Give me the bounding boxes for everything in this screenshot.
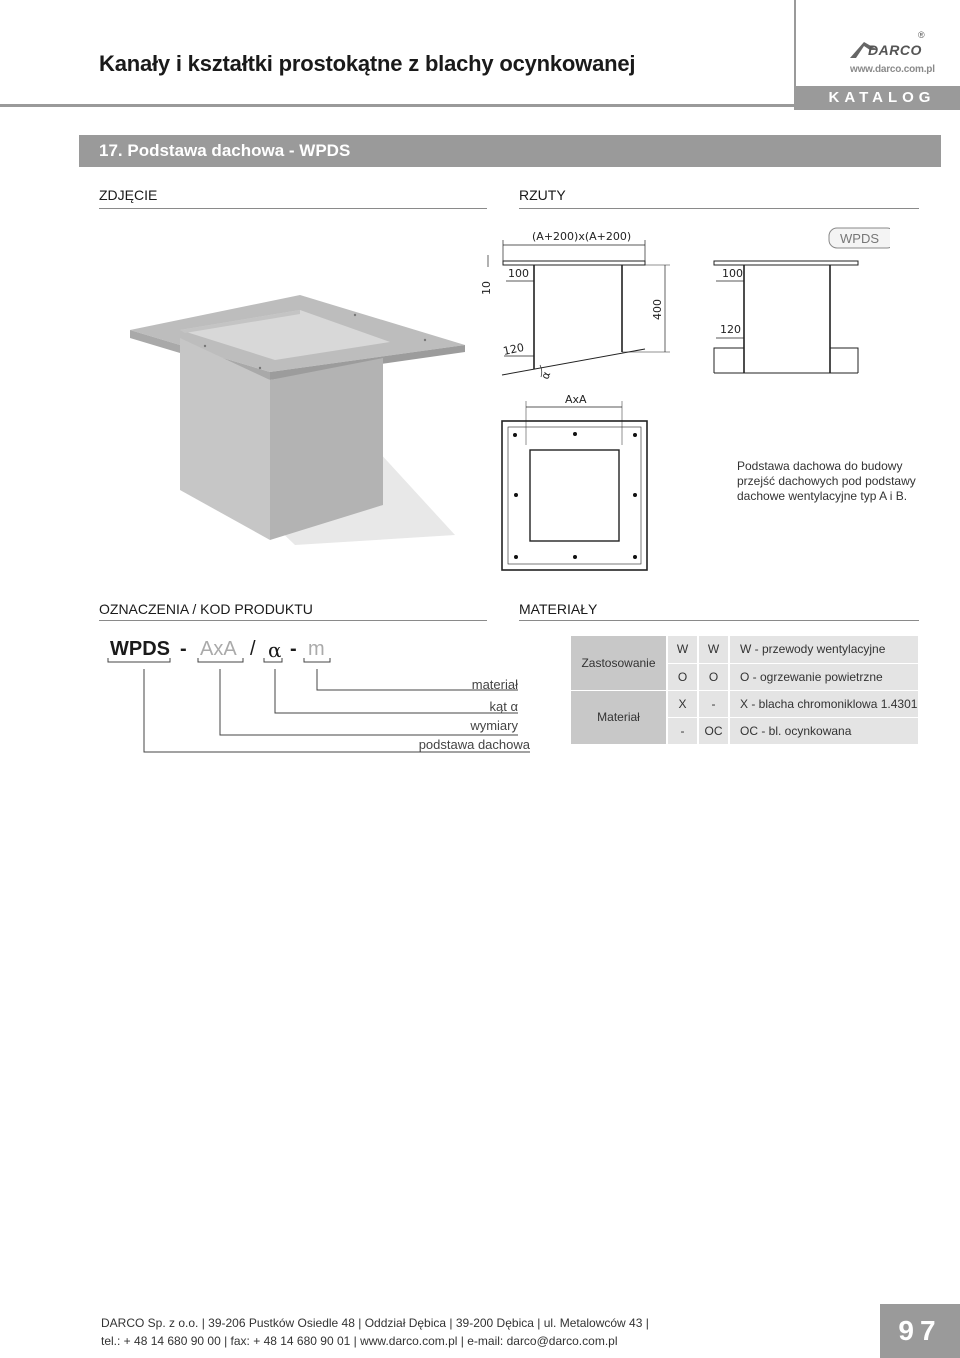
table-cell: -: [698, 690, 729, 717]
group-header-application: Zastosowanie: [571, 636, 667, 690]
table-cell: O - ogrzewanie powietrzne: [729, 663, 918, 690]
views-heading: RZUTY: [519, 187, 566, 203]
product-description: Podstawa dachowa do budowy przejść dachowych pod podstawy dachowe wentylacyjne typ A i B.: [737, 459, 916, 503]
label-angle: kąt α: [489, 699, 518, 714]
materials-table: [571, 636, 918, 745]
dim-100-right: 100: [722, 267, 743, 280]
code-sep-2: /: [250, 638, 256, 660]
label-base: podstawa dachowa: [418, 737, 530, 752]
table-cell: OC - bl. ocynkowana: [729, 717, 918, 744]
dim-alpha: α: [538, 369, 554, 382]
table-cell: X: [667, 690, 698, 717]
group-header-material: Materiał: [571, 690, 667, 744]
dim-120-right: 120: [720, 323, 741, 336]
code-sep-3: -: [290, 638, 297, 660]
materials-heading-rule: [519, 620, 919, 621]
header-rule: [0, 104, 796, 107]
photo-heading: ZDJĘCIE: [99, 187, 158, 203]
table-cell: O: [667, 663, 698, 690]
code-part-dims: AxA: [200, 638, 237, 660]
table-cell: O: [698, 663, 729, 690]
dim-top: (A+200)x(A+200): [532, 230, 632, 243]
dim-120-left: 120: [501, 340, 526, 358]
catalog-label: KATALOG: [796, 86, 960, 110]
product-photo: [125, 290, 465, 545]
code-part-material: m: [308, 638, 325, 660]
logo-word: DARCO: [868, 42, 922, 58]
code-part-wpds: WPDS: [110, 638, 170, 660]
code-sep-1: -: [180, 638, 187, 660]
table-cell: W: [667, 636, 698, 663]
wpds-badge: WPDS: [840, 231, 879, 246]
page-number: 97: [880, 1304, 960, 1358]
page-title: Kanały i kształtki prostokątne z blachy ocynkowanej: [99, 51, 636, 76]
footer-line-contact: tel.: + 48 14 680 90 00 | fax: + 48 14 680 90 01 | www.darco.com.pl | e-mail: darco@darco.com.pl: [101, 1334, 618, 1348]
section-title: 17. Podstawa dachowa - WPDS: [79, 135, 941, 167]
table-row: [571, 636, 918, 663]
materials-heading: MATERIAŁY: [519, 601, 598, 617]
table-cell: X - blacha chromoniklowa 1.4301: [729, 690, 918, 717]
table-cell: W: [698, 636, 729, 663]
dim-axa: AxA: [565, 393, 587, 406]
technical-drawing: [470, 215, 890, 615]
registered-mark: ®: [918, 30, 925, 40]
code-part-angle: α: [268, 638, 282, 662]
darco-logo: [848, 30, 935, 78]
footer-line-address: DARCO Sp. z o.o. | 39-206 Pustków Osiedle 48 | Oddział Dębica | 39-200 Dębica | ul. Metalowców 43 |: [101, 1316, 649, 1330]
table-cell: W - przewody wentylacyjne: [729, 636, 918, 663]
dim-10: 10: [480, 281, 493, 295]
table-row: [571, 690, 918, 717]
table-cell: -: [667, 717, 698, 744]
logo-url: www.darco.com.pl: [850, 64, 935, 75]
product-code-diagram: [100, 638, 540, 758]
views-heading-rule: [519, 208, 919, 209]
table-cell: OC: [698, 717, 729, 744]
label-dims: wymiary: [470, 718, 518, 733]
footer-contact: [101, 1314, 649, 1350]
photo-heading-rule: [99, 208, 487, 209]
code-heading: OZNACZENIA / KOD PRODUKTU: [99, 601, 313, 617]
label-material: materiał: [471, 677, 518, 692]
dim-100-left: 100: [508, 267, 529, 280]
dim-400: 400: [651, 299, 664, 320]
code-heading-rule: [99, 620, 487, 621]
